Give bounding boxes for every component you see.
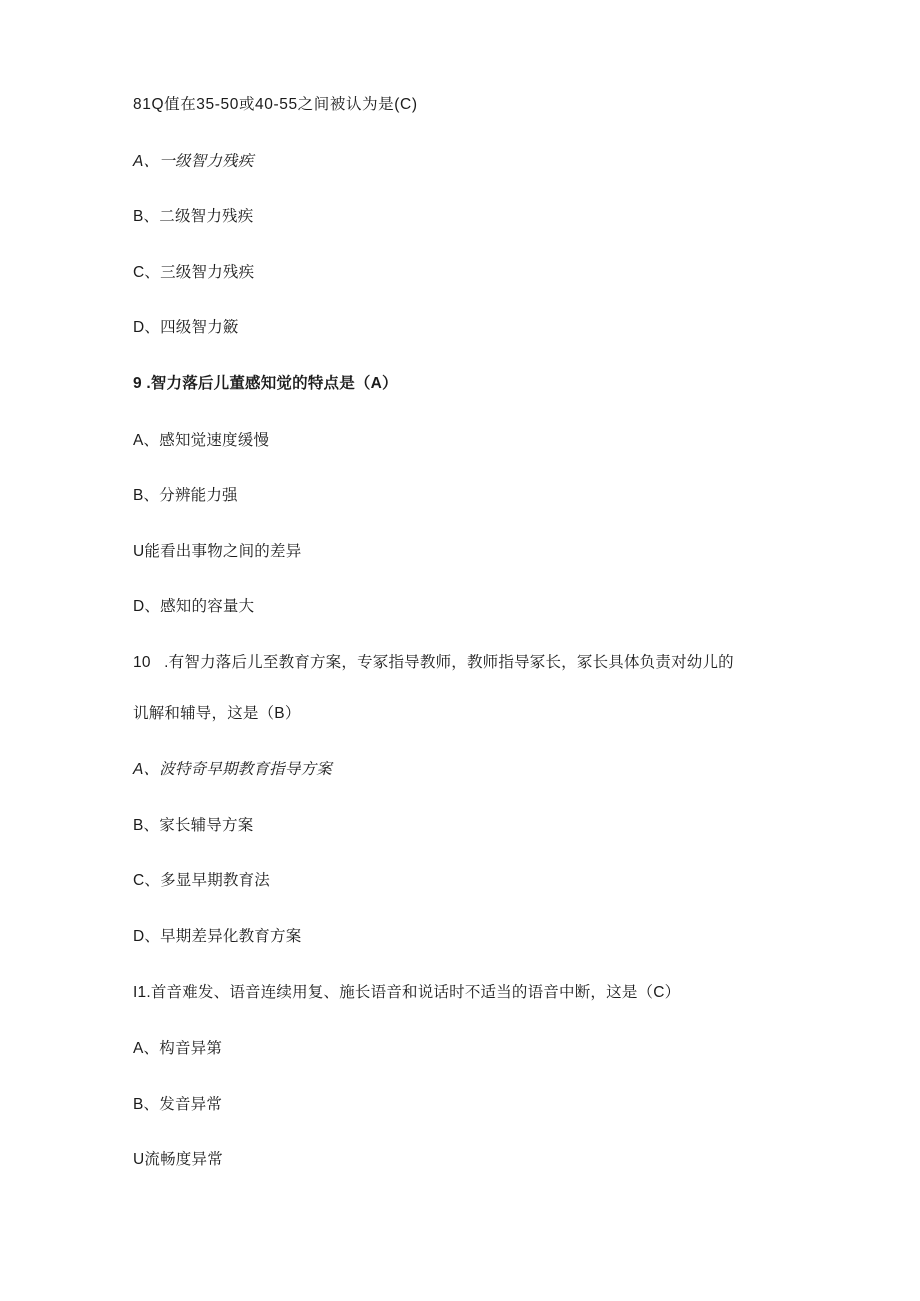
option-11-a: A、构音异第 (133, 1040, 223, 1058)
question-stem-10-continued: 讥解和辅导，这是（B） (133, 704, 301, 722)
question-stem-8: 81Q值在35-50或40-55之间被认为是(C) (133, 96, 418, 113)
option-10-a: A、波特奇早期教育指导方案 (133, 761, 332, 779)
option-10-b: B、家长辅导方案 (133, 816, 254, 834)
option-8-c: C、三级智力残疾 (133, 263, 255, 281)
option-11-b: B、发音异常 (133, 1095, 223, 1113)
option-8-d: D、四级智力籢 (133, 319, 239, 337)
option-9-d: D、感知的容量大 (133, 598, 255, 616)
question-stem-10: 10 .有智力落后儿至教育方案，专冢指导教师，教师指导冢长，冢长具体负责对幼儿的 (133, 653, 734, 671)
question-stem-11: I1.首音难发、语音连续用复、施长语音和说话时不适当的语音中断，这是（C） (133, 983, 681, 1001)
option-8-a: A、一级智力残疾 (133, 152, 254, 170)
option-10-d: D、早期差异化教育方案 (133, 927, 302, 945)
option-9-b: B、分辨能力强 (133, 487, 238, 505)
option-8-b: B、二级智力残疾 (133, 208, 254, 226)
option-9-c: U能看出事物之间的差异 (133, 542, 302, 560)
question-stem-9: 9 .智力落后儿董感知觉的特点是（A） (133, 374, 398, 392)
option-11-c: U流畅度异常 (133, 1151, 223, 1169)
option-9-a: A、感知觉速度缓慢 (133, 431, 270, 449)
option-10-c: C、多显早期教育法 (133, 872, 270, 890)
